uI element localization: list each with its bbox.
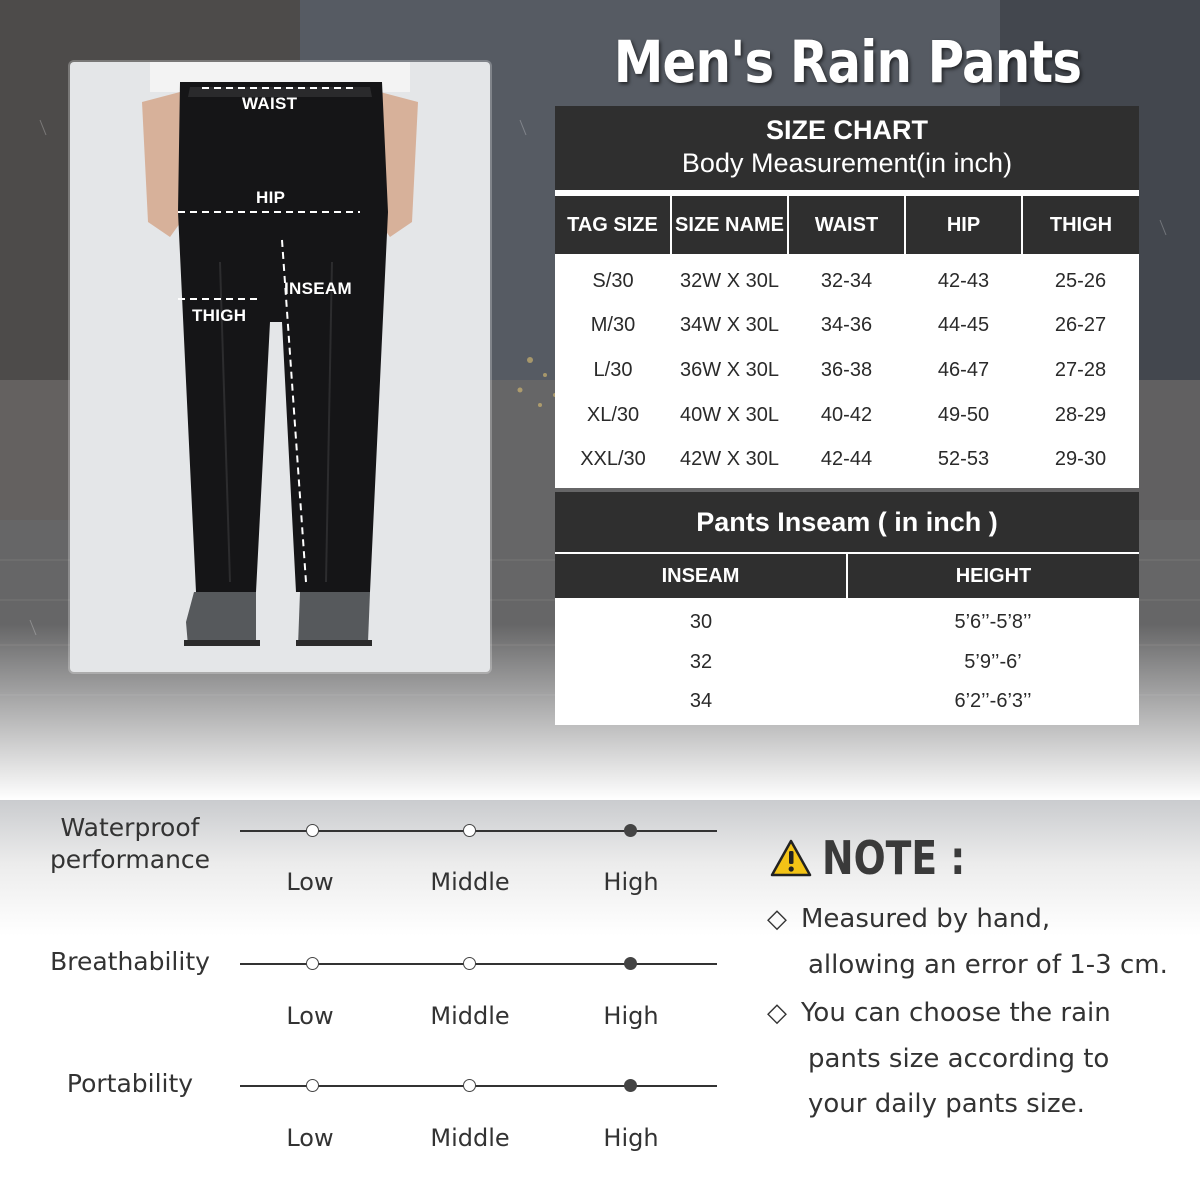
size-chart-body (555, 254, 1139, 488)
rating-dot-middle (463, 1079, 476, 1092)
column-header: TAG SIZE (555, 196, 670, 254)
rating-dot-high-selected (624, 957, 637, 970)
inseam-chart-title: Pants Inseam ( in inch ) (555, 492, 1139, 552)
table-cell: 44-45 (937, 314, 990, 337)
waist-label: WAIST (242, 94, 298, 113)
rating-dot-high-selected (624, 824, 637, 837)
rating-level-low: Low (286, 1002, 334, 1030)
table-cell: 34W X 30L (680, 314, 779, 337)
rating-level-low: Low (286, 1124, 334, 1152)
size-chart-column-headers (555, 190, 1139, 254)
table-cell: 42W X 30L (680, 448, 779, 471)
rating-label-line: Waterproof (60, 813, 200, 842)
rating-level-low: Low (286, 868, 334, 896)
table-cell: 40W X 30L (680, 403, 779, 426)
pants-illustration (70, 62, 490, 672)
table-row (555, 643, 1139, 683)
inseam-label: INSEAM (284, 279, 352, 298)
table-cell: 6’2’’-6’3’’ (954, 690, 1032, 713)
rating-label-line: Breathability (50, 947, 210, 976)
rating-label-breathability (30, 946, 230, 978)
column-header: INSEAM (555, 554, 846, 598)
rating-dot-low (306, 957, 319, 970)
model-photo (70, 62, 490, 672)
size-chart-subtitle: Body Measurement(in inch) (681, 148, 1013, 178)
note-text: Measured by hand, (801, 904, 1051, 934)
table-cell: 42-44 (820, 448, 873, 471)
table-cell: 40-42 (820, 403, 873, 426)
column-header: THIGH (1023, 196, 1139, 254)
table-cell: 36-38 (820, 358, 873, 381)
rating-label-line: Portability (66, 1069, 194, 1098)
note-title: NOTE : (822, 831, 966, 885)
rating-level-high: High (603, 1124, 659, 1152)
rating-dot-middle (463, 824, 476, 837)
inseam-chart-body (555, 598, 1139, 725)
table-row (555, 393, 1139, 438)
rating-label-line: performance (49, 845, 211, 874)
rating-dot-low (306, 1079, 319, 1092)
rating-dot-high-selected (624, 1079, 637, 1092)
table-cell: 34-36 (820, 314, 873, 337)
table-row (555, 259, 1139, 304)
table-cell: 28-29 (1054, 403, 1107, 426)
note-text: You can choose the rain (801, 998, 1111, 1028)
table-cell: 49-50 (937, 403, 990, 426)
size-chart-header (555, 106, 1139, 190)
thigh-label: THIGH (192, 306, 247, 325)
table-cell: 34 (689, 690, 713, 713)
page-title: Men's Rain Pants (613, 28, 1082, 96)
table-cell: 26-27 (1054, 314, 1107, 337)
note-item-2 (767, 998, 1111, 1028)
rating-level-high: High (603, 868, 659, 896)
diamond-icon: ◇ (767, 998, 787, 1028)
table-cell: S/30 (592, 269, 634, 292)
diamond-icon: ◇ (767, 904, 787, 934)
size-chart-table (555, 106, 1139, 488)
rating-level-high: High (603, 1002, 659, 1030)
table-row (555, 603, 1139, 643)
table-cell: 42-43 (937, 269, 990, 292)
table-cell: 30 (689, 611, 713, 634)
note-header (770, 830, 997, 886)
table-cell: M/30 (590, 314, 636, 337)
inseam-column-headers (555, 552, 1139, 598)
column-header: SIZE NAME (672, 196, 787, 254)
rating-label-waterproof (30, 812, 230, 876)
column-header: WAIST (789, 196, 904, 254)
table-cell: L/30 (593, 358, 633, 381)
column-header: HEIGHT (848, 554, 1139, 598)
rating-level-middle: Middle (430, 1124, 510, 1152)
rating-level-middle: Middle (430, 868, 510, 896)
table-cell: 32 (689, 650, 713, 673)
table-cell: 5’9’’-6’ (964, 650, 1022, 673)
rating-label-portability (30, 1068, 230, 1100)
table-cell: 32W X 30L (680, 269, 779, 292)
rating-dot-low (306, 824, 319, 837)
table-cell: 5’6’’-5’8’’ (954, 611, 1032, 634)
size-chart-title: SIZE CHART (766, 115, 928, 145)
table-cell: 25-26 (1054, 269, 1107, 292)
table-row (555, 304, 1139, 349)
note-text-continuation: pants size according to (808, 1044, 1110, 1074)
table-cell: 29-30 (1054, 448, 1107, 471)
table-row (555, 437, 1139, 482)
table-cell: XXL/30 (580, 448, 646, 471)
rating-dot-middle (463, 957, 476, 970)
table-cell: 27-28 (1054, 358, 1107, 381)
column-header: HIP (906, 196, 1021, 254)
inseam-chart-table (555, 492, 1139, 725)
rating-level-middle: Middle (430, 1002, 510, 1030)
table-cell: 46-47 (937, 358, 990, 381)
note-text-continuation: allowing an error of 1-3 cm. (808, 950, 1168, 980)
note-text-continuation: your daily pants size. (808, 1089, 1085, 1119)
table-row (555, 348, 1139, 393)
hip-label: HIP (256, 188, 286, 207)
warning-icon (770, 839, 812, 877)
table-cell: XL/30 (586, 403, 640, 426)
table-row (555, 682, 1139, 722)
table-cell: 32-34 (820, 269, 873, 292)
note-item-1 (767, 904, 1050, 934)
table-cell: 36W X 30L (680, 358, 779, 381)
table-cell: 52-53 (937, 448, 990, 471)
